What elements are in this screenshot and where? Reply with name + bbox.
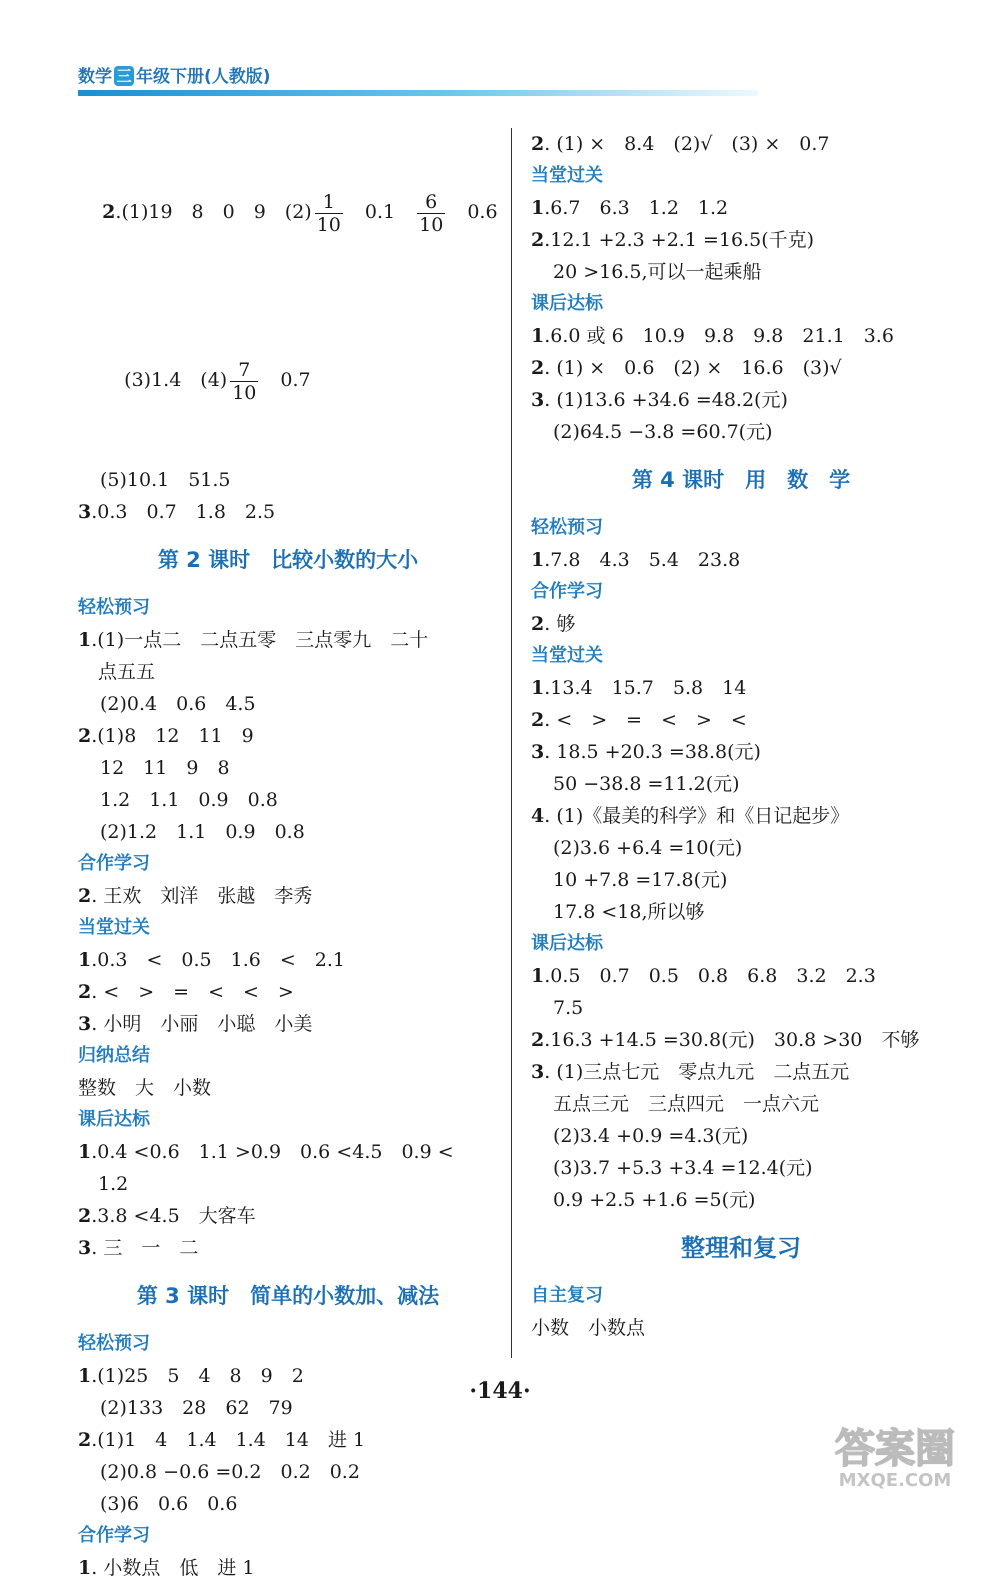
answer-text: . 够 <box>544 613 576 635</box>
answer-line <box>78 1136 498 1168</box>
answer-text: . (1) × 8.4 (2)√ (3) × 0.7 <box>544 133 830 155</box>
answer-line <box>531 704 951 736</box>
answer-text: .16.3 +14.5 =30.8(元) 30.8 >30 不够 <box>544 1029 920 1051</box>
answer-text: .(1)19 8 0 9 (2) <box>115 201 312 223</box>
answer-line <box>78 624 498 656</box>
answer-line: 20 >16.5,可以一起乘船 <box>553 261 762 283</box>
answer-line <box>78 944 498 976</box>
answer-text: .6.7 6.3 1.2 1.2 <box>544 197 729 219</box>
item-number: 3 <box>78 1237 92 1259</box>
section-heading: 归纳总结 <box>78 1045 150 1066</box>
answer-line <box>78 1232 498 1264</box>
answer-text: . (1)《最美的科学》和《日记起步》 <box>544 805 850 827</box>
header-rule <box>78 90 758 96</box>
title-prefix: 数学 <box>78 67 112 87</box>
section-heading: 轻松预习 <box>78 597 150 618</box>
answer-text: . 三 一 二 <box>91 1237 199 1259</box>
item-number: 1 <box>78 629 92 651</box>
section-heading: 课后达标 <box>531 293 603 314</box>
page-number: ·144· <box>469 1378 531 1404</box>
item-number: 2 <box>78 1205 92 1227</box>
book-title <box>78 62 271 87</box>
answer-line: 1.2 1.1 0.9 0.8 <box>100 789 278 811</box>
answer-line: 整数 大 小数 <box>78 1077 212 1099</box>
answer-line: (2)64.5 −3.8 =60.7(元) <box>553 421 773 443</box>
item-number: 1 <box>78 1557 92 1579</box>
answer-line <box>531 1056 951 1088</box>
answer-line <box>531 1024 951 1056</box>
answer-line: 17.8 <18,所以够 <box>553 901 705 923</box>
answer-line <box>78 296 498 464</box>
item-number: 1 <box>78 1365 92 1387</box>
item-number: 4 <box>531 805 545 827</box>
section-heading: 合作学习 <box>78 1525 150 1546</box>
watermark-text: 答案圈 <box>835 1426 955 1472</box>
fraction <box>315 191 343 236</box>
answer-text: .6.0 或 6 10.9 9.8 9.8 21.1 3.6 <box>544 325 894 347</box>
answer-text: .(1)25 5 4 8 9 2 <box>91 1365 304 1387</box>
answer-line <box>531 320 951 352</box>
item-number: 3 <box>531 741 545 763</box>
answer-line <box>78 880 498 912</box>
answer-text: .7.8 4.3 5.4 23.8 <box>544 549 741 571</box>
answer-line <box>531 544 951 576</box>
column-divider <box>511 128 512 1358</box>
answer-line <box>78 1008 498 1040</box>
answer-line <box>78 720 498 752</box>
item-number: 3 <box>531 389 545 411</box>
title-suffix: 年级下册(人教版) <box>136 67 271 87</box>
review-heading: 整理和复习 <box>681 1234 801 1262</box>
answer-text: .3.8 <4.5 大客车 <box>91 1205 256 1227</box>
answer-line: (3)6 0.6 0.6 <box>100 1493 238 1515</box>
section-heading: 合作学习 <box>531 581 603 602</box>
answer-line: 点五五 <box>98 661 156 683</box>
answer-line <box>78 128 498 296</box>
section-heading: 轻松预习 <box>78 1333 150 1354</box>
answer-line <box>78 1200 498 1232</box>
answer-text: .(1)一点二 二点五零 三点零九 二十 <box>91 629 429 651</box>
answer-line: (2)133 28 62 79 <box>100 1397 293 1419</box>
fraction-denominator: 10 <box>232 381 257 404</box>
fraction-denominator: 10 <box>419 213 444 236</box>
section-heading: 合作学习 <box>78 853 150 874</box>
answer-text: .12.1 +2.3 +2.1 =16.5(千克) <box>544 229 815 251</box>
item-number: 2 <box>531 229 545 251</box>
answer-text: .0.4 <0.6 1.1 >0.9 0.6 <4.5 0.9 < <box>91 1141 454 1163</box>
item-number: 3 <box>531 1061 545 1083</box>
right-column <box>531 128 951 1344</box>
fraction-numerator: 7 <box>230 359 258 382</box>
answer-line: 12 11 9 8 <box>100 757 230 779</box>
answer-text: .13.4 15.7 5.8 14 <box>544 677 747 699</box>
item-number: 2 <box>78 1429 92 1451</box>
answer-text: .(1)1 4 1.4 1.4 14 进 1 <box>91 1429 366 1451</box>
answer-text: . 18.5 +20.3 =38.8(元) <box>544 741 761 763</box>
section-heading: 自主复习 <box>531 1285 603 1306</box>
section-heading: 轻松预习 <box>531 517 603 538</box>
answer-line <box>531 672 951 704</box>
answer-text: . 王欢 刘洋 张越 李秀 <box>91 885 313 907</box>
answer-line <box>531 128 951 160</box>
answer-line <box>78 976 498 1008</box>
item-number: 2 <box>531 357 545 379</box>
answer-text: . < > = < < > <box>91 981 294 1003</box>
answer-line: (2)3.6 +6.4 =10(元) <box>553 837 743 859</box>
fraction-numerator: 1 <box>315 191 343 214</box>
item-number: 2 <box>102 201 116 223</box>
lesson-heading: 第 3 课时 简单的小数加、减法 <box>136 1284 440 1308</box>
item-number: 2 <box>531 709 545 731</box>
answer-line: 五点三元 三点四元 一点六元 <box>553 1093 820 1115</box>
item-number: 2 <box>531 613 545 635</box>
item-number: 1 <box>531 677 545 699</box>
fraction-denominator: 10 <box>316 213 341 236</box>
answer-line: (3)3.7 +5.3 +3.4 =12.4(元) <box>553 1157 813 1179</box>
answer-text: . < > = < > < <box>544 709 747 731</box>
answer-line: (5)10.1 51.5 <box>100 469 231 491</box>
item-number: 2 <box>531 1029 545 1051</box>
item-number: 3 <box>78 1013 92 1035</box>
section-heading: 课后达标 <box>78 1109 150 1130</box>
answer-text: 0.1 <box>345 201 415 223</box>
answer-line: (2)3.4 +0.9 =4.3(元) <box>553 1125 749 1147</box>
answer-line <box>78 1552 498 1584</box>
answer-text: (3)1.4 (4) <box>124 369 228 391</box>
page-header <box>78 62 758 102</box>
item-number: 1 <box>531 549 545 571</box>
lesson-heading: 第 2 课时 比较小数的大小 <box>157 548 419 572</box>
answer-text: . (1) × 0.6 (2) × 16.6 (3)√ <box>544 357 842 379</box>
answer-line <box>531 384 951 416</box>
answer-line: (2)1.2 1.1 0.9 0.8 <box>100 821 305 843</box>
answer-line <box>78 496 498 528</box>
answer-line: 50 −38.8 =11.2(元) <box>553 773 740 795</box>
left-column <box>78 128 498 1584</box>
watermark-url: MXQE.COM <box>838 1470 952 1490</box>
answer-line <box>531 224 951 256</box>
answer-text: 0.7 <box>261 369 311 391</box>
answer-line: (2)0.4 0.6 4.5 <box>100 693 256 715</box>
item-number: 1 <box>531 965 545 987</box>
section-heading: 当堂过关 <box>78 917 150 938</box>
answer-line <box>78 1424 498 1456</box>
grade-badge: 三 <box>114 66 134 86</box>
answer-text: .0.5 0.7 0.5 0.8 6.8 3.2 2.3 <box>544 965 876 987</box>
item-number: 1 <box>78 1141 92 1163</box>
item-number: 1 <box>78 949 92 971</box>
answer-text: .(1)8 12 11 9 <box>91 725 254 747</box>
section-heading: 当堂过关 <box>531 165 603 186</box>
fraction <box>417 191 445 236</box>
item-number: 1 <box>531 325 545 347</box>
answer-line <box>531 960 951 992</box>
answer-line: 7.5 <box>553 997 584 1019</box>
item-number: 1 <box>531 197 545 219</box>
item-number: 2 <box>531 133 545 155</box>
answer-text: 0.6 <box>448 201 498 223</box>
answer-line <box>531 800 951 832</box>
item-number: 2 <box>78 885 92 907</box>
answer-line: 1.2 <box>98 1173 129 1195</box>
answer-text: . (1)13.6 +34.6 =48.2(元) <box>544 389 788 411</box>
fraction-numerator: 6 <box>417 191 445 214</box>
answer-text: . (1)三点七元 零点九元 二点五元 <box>544 1061 850 1083</box>
lesson-heading: 第 4 课时 用 数 学 <box>631 468 851 492</box>
answer-line <box>531 608 951 640</box>
answer-line: 小数 小数点 <box>531 1317 646 1339</box>
fraction <box>230 359 258 404</box>
section-heading: 课后达标 <box>531 933 603 954</box>
answer-text: . 小明 小丽 小聪 小美 <box>91 1013 313 1035</box>
watermark-logo <box>810 1420 980 1490</box>
item-number: 2 <box>78 725 92 747</box>
item-number: 2 <box>78 981 92 1003</box>
answer-text: . 小数点 低 进 1 <box>91 1557 255 1579</box>
answer-line: 10 +7.8 =17.8(元) <box>553 869 728 891</box>
answer-text: .0.3 < 0.5 1.6 < 2.1 <box>91 949 345 971</box>
answer-text: .0.3 0.7 1.8 2.5 <box>91 501 276 523</box>
section-heading: 当堂过关 <box>531 645 603 666</box>
answer-line: 0.9 +2.5 +1.6 =5(元) <box>553 1189 756 1211</box>
answer-line <box>531 736 951 768</box>
answer-line <box>531 352 951 384</box>
item-number: 3 <box>78 501 92 523</box>
answer-line: (2)0.8 −0.6 =0.2 0.2 0.2 <box>100 1461 360 1483</box>
answer-line <box>531 192 951 224</box>
